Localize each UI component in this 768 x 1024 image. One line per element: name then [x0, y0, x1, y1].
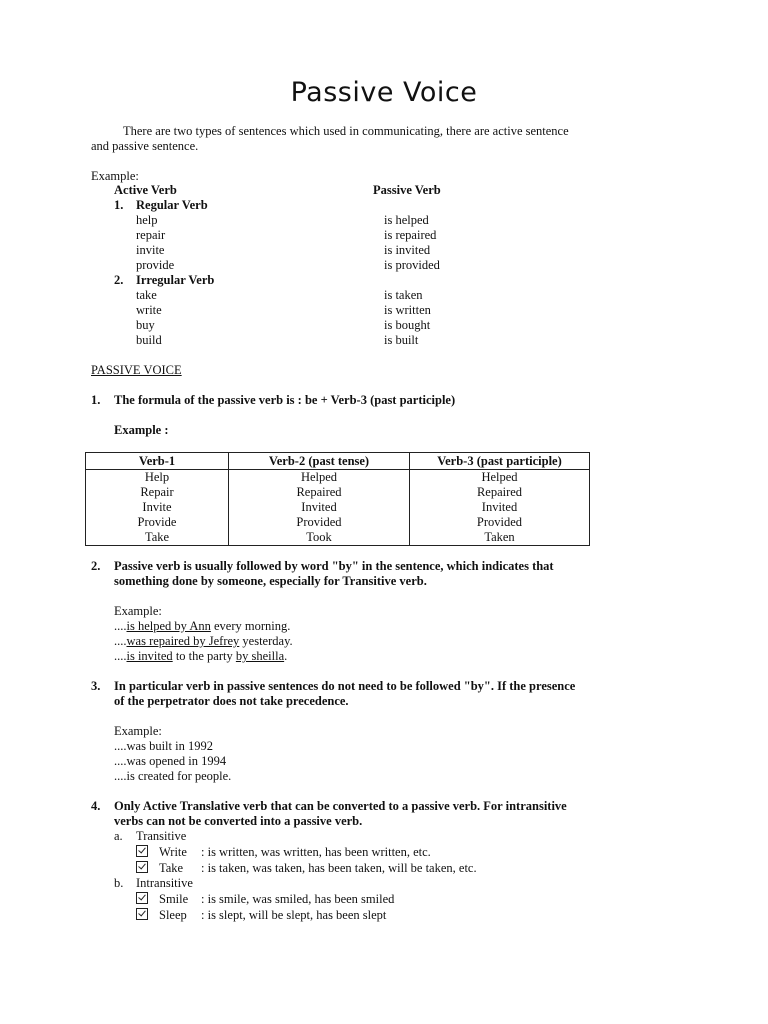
irregular-active-verb: write: [136, 303, 162, 317]
intransitive-forms: : is smile, was smiled, has been smiled: [201, 892, 395, 906]
table-row: [86, 485, 590, 500]
table-cell: Repair: [86, 485, 229, 500]
rule4-number: 4.: [91, 799, 101, 813]
example-rest: yesterday.: [239, 634, 293, 648]
regular-active-verb: help: [136, 213, 158, 227]
example-label: Example:: [91, 169, 139, 183]
rule2-example-3: [114, 649, 287, 664]
table-cell: Provided: [229, 515, 410, 530]
table-cell: Repaired: [410, 485, 590, 500]
intransitive-forms: : is slept, will be slept, has been slept: [201, 908, 387, 922]
check-icon: [136, 845, 148, 860]
page-title: Passive Voice: [290, 77, 478, 108]
table-cell: Helped: [229, 470, 410, 486]
irregular-passive-verb: is written: [384, 303, 431, 317]
intro-line-1: There are two types of sentences which used in communicating, there are active sentence: [123, 124, 569, 138]
rule3-example-label: Example:: [114, 724, 162, 738]
rule4-line-1: Only Active Translative verb that can be converted to a passive verb. For intransitive: [114, 799, 567, 813]
table-cell: Help: [86, 470, 229, 486]
rule3-example: ....was opened in 1994: [114, 754, 227, 768]
transitive-label: Transitive: [136, 829, 187, 843]
check-icon: [136, 861, 148, 876]
table-cell: Invite: [86, 500, 229, 515]
example-underlined: is invited: [126, 649, 173, 663]
regular-verb-number: 1.: [114, 198, 124, 212]
example-prefix: ....: [114, 649, 127, 663]
rule3-number: 3.: [91, 679, 101, 693]
example-prefix: ....: [114, 619, 127, 633]
active-verb-header: Active Verb: [114, 183, 177, 197]
rule4-line-2: verbs can not be converted into a passive verb.: [114, 814, 363, 828]
example-underlined: was repaired by Jefrey: [126, 634, 240, 648]
regular-active-verb: provide: [136, 258, 175, 272]
example-prefix: ....: [114, 634, 127, 648]
rule2-example-1: [114, 619, 290, 634]
table-cell: Took: [229, 530, 410, 546]
intransitive-marker: b.: [114, 876, 124, 890]
regular-passive-verb: is helped: [384, 213, 429, 227]
verb-forms-table: [85, 452, 590, 546]
table-header-cell: Verb-1: [86, 453, 229, 470]
example-underlined: is helped by Ann: [126, 619, 211, 633]
irregular-passive-verb: is built: [384, 333, 419, 347]
check-icon: [136, 908, 148, 923]
rule3-line-1: In particular verb in passive sentences do not need to be followed "by". If the presence: [114, 679, 576, 693]
table-cell: Invited: [410, 500, 590, 515]
rule2-line-1: Passive verb is usually followed by word "by" in the sentence, which indicates that: [114, 559, 554, 573]
section-heading: PASSIVE VOICE: [91, 363, 182, 377]
intransitive-verb: Smile: [159, 892, 189, 906]
regular-active-verb: invite: [136, 243, 165, 257]
irregular-active-verb: buy: [136, 318, 155, 332]
transitive-marker: a.: [114, 829, 123, 843]
check-icon: [136, 892, 148, 907]
rule1-text: The formula of the passive verb is : be + Verb-3 (past participle): [114, 393, 456, 407]
irregular-verb-number: 2.: [114, 273, 124, 287]
table-cell: Take: [86, 530, 229, 546]
table-header-cell: Verb-3 (past participle): [410, 453, 590, 470]
example-rest: every morning.: [210, 619, 291, 633]
rule2-line-2: something done by someone, especially for Transitive verb.: [114, 574, 427, 588]
table-cell: Repaired: [229, 485, 410, 500]
table-cell: Provide: [86, 515, 229, 530]
table-row: [86, 515, 590, 530]
irregular-passive-verb: is taken: [384, 288, 423, 302]
intransitive-verb: Sleep: [159, 908, 187, 922]
intro-line-2: and passive sentence.: [91, 139, 199, 153]
table-cell: Invited: [229, 500, 410, 515]
example-middle: to the party: [172, 649, 236, 663]
rule3-line-2: of the perpetrator does not take precedence.: [114, 694, 349, 708]
transitive-verb: Take: [159, 861, 184, 875]
regular-active-verb: repair: [136, 228, 166, 242]
passive-verb-header: Passive Verb: [373, 183, 441, 197]
table-header-row: [86, 453, 590, 470]
table-cell: Provided: [410, 515, 590, 530]
rule2-number: 2.: [91, 559, 101, 573]
rule3-example: ....was built in 1992: [114, 739, 213, 753]
regular-passive-verb: is provided: [384, 258, 440, 272]
transitive-forms: : is taken, was taken, has been taken, will be taken, etc.: [201, 861, 477, 875]
table-row: [86, 500, 590, 515]
rule1-example-label: Example :: [114, 423, 169, 437]
rule1-number: 1.: [91, 393, 101, 407]
example-rest: .: [284, 649, 288, 663]
irregular-active-verb: take: [136, 288, 157, 302]
table-cell: Taken: [410, 530, 590, 546]
transitive-forms: : is written, was written, has been written, etc.: [201, 845, 431, 859]
table-row: [86, 470, 590, 486]
table-row: [86, 530, 590, 546]
rule2-example-2: [114, 634, 293, 649]
irregular-verb-label: Irregular Verb: [136, 273, 215, 287]
transitive-verb: Write: [159, 845, 187, 859]
regular-passive-verb: is repaired: [384, 228, 437, 242]
intransitive-label: Intransitive: [136, 876, 193, 890]
rule3-example: ....is created for people.: [114, 769, 232, 783]
regular-passive-verb: is invited: [384, 243, 431, 257]
table-header-cell: Verb-2 (past tense): [229, 453, 410, 470]
irregular-active-verb: build: [136, 333, 162, 347]
rule2-example-label: Example:: [114, 604, 162, 618]
example-underlined: by sheilla: [235, 649, 285, 663]
table-cell: Helped: [410, 470, 590, 486]
regular-verb-label: Regular Verb: [136, 198, 208, 212]
irregular-passive-verb: is bought: [384, 318, 431, 332]
